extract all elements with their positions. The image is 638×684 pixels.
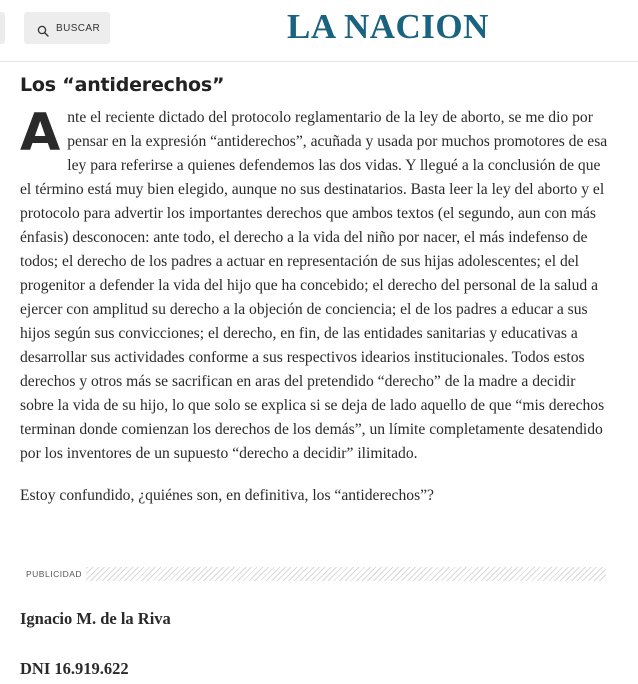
author-dni: DNI 16.919.622 bbox=[20, 659, 129, 678]
search-icon bbox=[37, 22, 49, 34]
site-logo[interactable]: LA NACION bbox=[287, 7, 489, 46]
search-button-label: BUSCAR bbox=[56, 22, 101, 34]
search-button[interactable] bbox=[24, 12, 110, 44]
menu-button-edge[interactable] bbox=[0, 12, 5, 44]
article-title: Los “antiderechos” bbox=[20, 74, 225, 96]
article-body bbox=[20, 103, 610, 508]
author-name: Ignacio M. de la Riva bbox=[20, 609, 171, 628]
article-paragraph bbox=[20, 103, 610, 466]
advertising-separator bbox=[20, 566, 606, 582]
drop-cap: A bbox=[20, 103, 61, 163]
closing-paragraph: Estoy confundido, ¿quiénes son, en definitiva, los “antiderechos”? bbox=[20, 487, 434, 504]
ad-stripes bbox=[86, 567, 606, 581]
ad-label: PUBLICIDAD bbox=[20, 569, 86, 579]
top-bar bbox=[0, 0, 638, 62]
paragraph-text: nte el reciente dictado del protocolo reglamentario de la ley de aborto, se me dio por pensar en la expresión “antiderechos”, acuñada y usada por muchos promotores de esa ley para referirse a quienes defendemos las dos vidas. Y llegué a la conclusión de que el término está muy bien elegido, aunque no sus destinatarios. Basta leer la ley del aborto y el protocolo para advertir los importantes derechos que ambos textos (el segundo, aun con más énfasis) desconocen: ante todo, el derecho a la vida del niño por nacer, el más indefenso de todos; el derecho de los padres a actuar en representación de sus hijas adolescentes; el del progenitor a defender la vida del hijo que ha concebido; el derecho del personal de la salud a ejercer con amplitud su derecho a la objeción de conciencia; el de los padres a educar a sus hijos según sus convicciones; el derecho, en fin, de las entidades sanitarias y educativas a desarrollar sus actividades conforme a sus respectivos idearios institucionales. Todos estos derechos y otros más se sacrifican en aras del pretendido “derecho” de la madre a decidir sobre la vida de su hijo, lo que solo se explica si se deja de lado aquello de que “mis derechos terminan donde comienzan los derechos de los demás”, un límite completamente desatendido por los inventores de un supuesto “derecho a decidir” ilimitado. bbox=[20, 109, 608, 462]
